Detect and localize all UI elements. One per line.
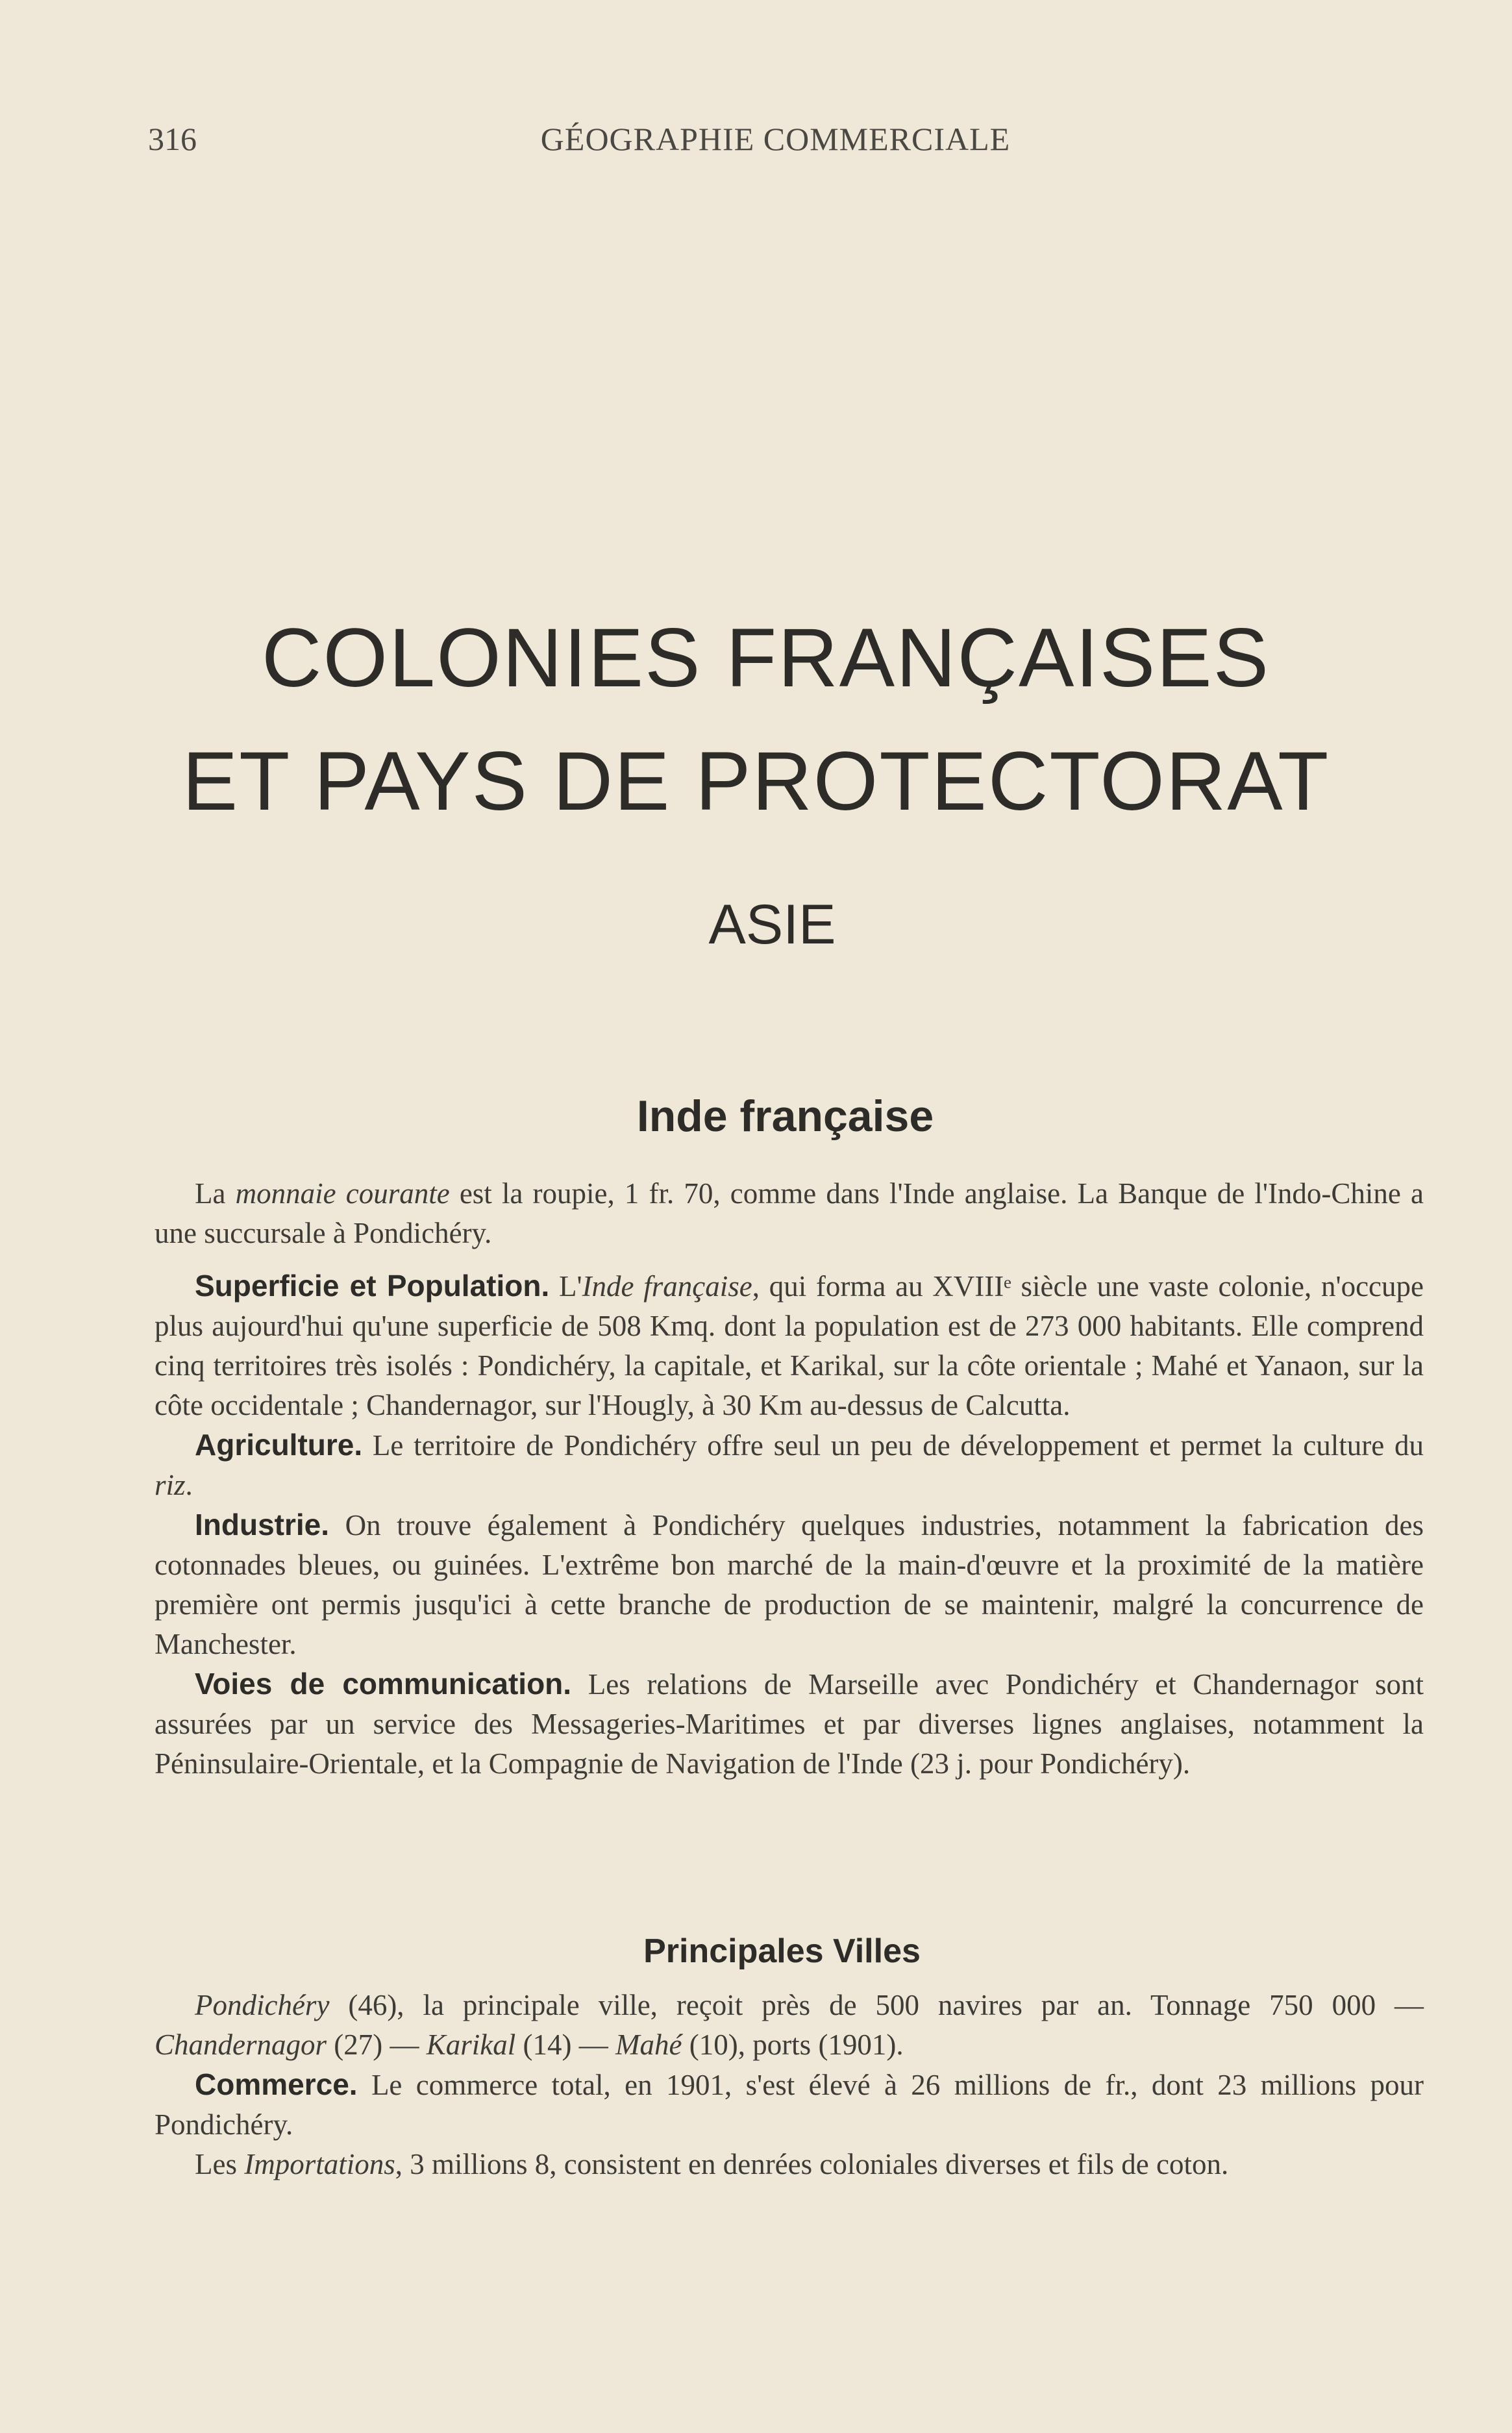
intro-paragraph: [155, 1174, 1424, 1253]
industrie-paragraph: [155, 1505, 1424, 1664]
voies-text: Les relations de Marseille avec Pondichéry et Chandernagor sont assurées par un service des Messageries-Maritimes et par diverses lignes anglaises, notamment la Péninsulaire-Orientale, et la Compagnie de Navigation de l'Inde (23 j. pour Pondichéry).: [155, 1668, 1424, 1780]
subsection-heading: Inde française: [636, 1092, 934, 1141]
villes-text-4: (10), ports (1901).: [682, 2028, 904, 2061]
villes-and-commerce: [155, 1986, 1424, 2184]
industrie-heading: Industrie.: [195, 1508, 330, 1541]
villes-karikal: Karikal: [426, 2028, 516, 2061]
agriculture-heading: Agriculture.: [195, 1428, 363, 1462]
intro-italic: monnaie courante: [235, 1177, 450, 1210]
agriculture-italic: riz: [155, 1469, 186, 1501]
superficie-text: , qui forma au XVIIIᵉ siècle une vaste colonie, n'occupe plus aujourd'hui qu'une superficie de 508 Kmq. dont la population est de 273 000 habitants. Elle comprend cinq territoires très isolés : Pondichéry, la capitale, et Karikal, sur la côte orientale ; Mahé et Yanaon, sur la côte occidentale ; Chandernagor, sur l'Hougly, à 30 Km au-dessus de Calcutta.: [155, 1270, 1424, 1421]
commerce-text: Le commerce total, en 1901, s'est élevé à 26 millions de fr., dont 23 millions pour Pondichéry.: [155, 2069, 1424, 2141]
importations-pre: Les: [195, 2148, 245, 2180]
section-heading: ASIE: [708, 893, 836, 956]
voies-heading: Voies de communication.: [195, 1667, 572, 1701]
intro-text-end: est la roupie, 1 fr. 70, comme dans l'Inde anglaise. La Banque de l'Indo-Chine a une succursale à Pondichéry.: [155, 1177, 1424, 1249]
commerce-paragraph: [155, 2065, 1424, 2145]
villes-heading: Principales Villes: [643, 1932, 921, 1970]
superficie-paragraph: [155, 1266, 1424, 1425]
villes-pondichery: Pondichéry: [195, 1989, 330, 2021]
villes-text-1: (46), la principale ville, reçoit près de 500 navires par an. Tonnage 750 000 —: [329, 1989, 1424, 2021]
importations-text: , 3 millions 8, consistent en denrées coloniales diverses et fils de coton.: [395, 2148, 1229, 2180]
industrie-text: On trouve également à Pondichéry quelques industries, notamment la fabrication des cotonnades bleues, ou guinées. L'extrême bon marché de la main-d'œuvre et la proximité de la matière première ont permis jusqu'ici à cette branche de production de se maintenir, malgré la concurrence de Manchester.: [155, 1509, 1424, 1660]
agriculture-text: Le territoire de Pondichéry offre seul un peu de développement et permet la culture du: [362, 1429, 1424, 1462]
running-title: GÉOGRAPHIE COMMERCIALE: [540, 121, 1011, 157]
voies-paragraph: [155, 1664, 1424, 1784]
villes-paragraph: [155, 1986, 1424, 2065]
page-number: 316: [148, 121, 197, 157]
villes-chandernagor: Chandernagor: [155, 2028, 327, 2061]
commerce-heading: Commerce.: [195, 2067, 358, 2101]
villes-text-3: (14) —: [515, 2028, 615, 2061]
superficie-pre: L': [549, 1270, 582, 1303]
main-title-line-1: COLONIES FRANÇAISES: [262, 612, 1270, 705]
importations-italic: Importations: [244, 2148, 395, 2180]
main-title-line-2: ET PAYS DE PROTECTORAT: [182, 735, 1330, 828]
agriculture-paragraph: [155, 1425, 1424, 1505]
body-paragraphs: [155, 1266, 1424, 1784]
agriculture-end: .: [185, 1469, 193, 1501]
superficie-heading: Superficie et Population.: [195, 1269, 550, 1303]
running-head: [0, 120, 1512, 159]
superficie-italic: Inde française: [582, 1270, 752, 1303]
intro-text-start: La: [195, 1177, 236, 1210]
villes-mahe: Mahé: [615, 2028, 682, 2061]
importations-paragraph: [155, 2145, 1424, 2184]
villes-text-2: (27) —: [327, 2028, 427, 2061]
